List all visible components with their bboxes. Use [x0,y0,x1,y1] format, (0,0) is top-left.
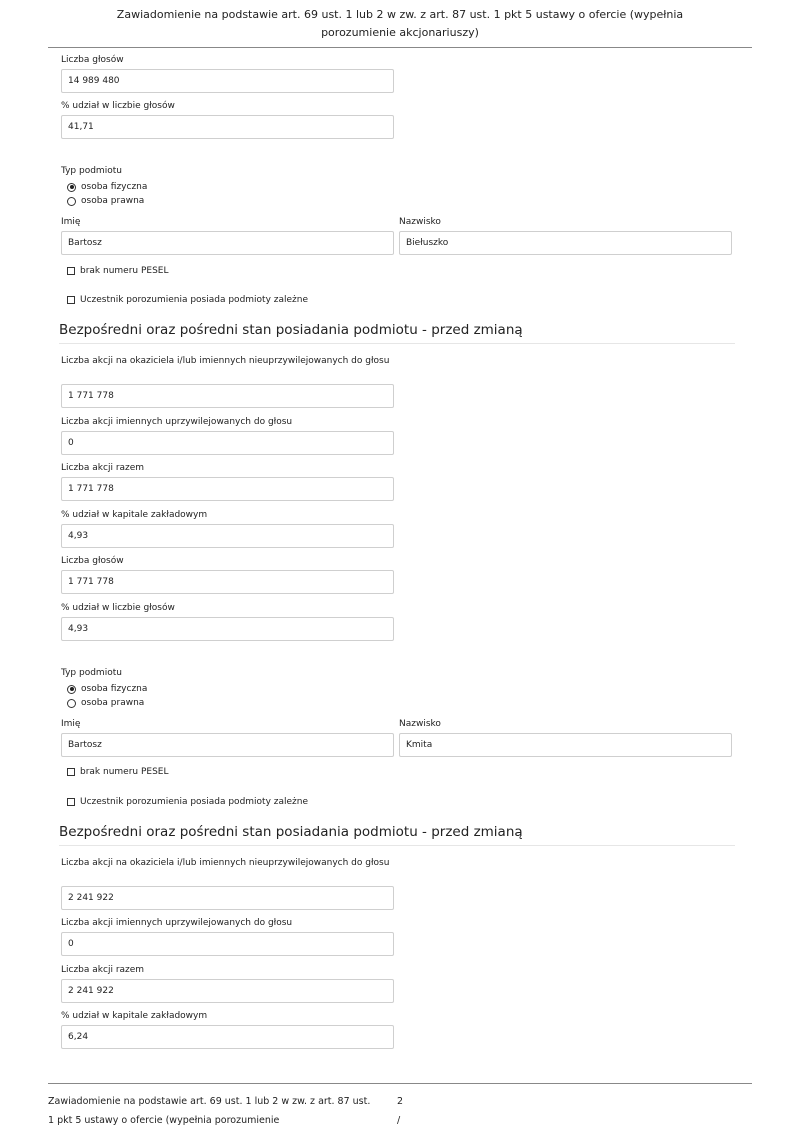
total-shares-field[interactable]: 2 241 922 [61,979,394,1003]
radio-legal-person[interactable] [67,697,144,709]
page-separator: / [397,1115,401,1126]
capital-pct-field[interactable]: 6,24 [61,1025,394,1049]
radio-legal-person[interactable] [67,195,144,207]
first-name-field[interactable]: Bartosz [61,231,394,255]
first-name-label: Imię [61,719,81,729]
checkbox-icon[interactable] [67,296,75,304]
holdings-heading: Bezpośredni oraz pośredni stan posiadania podmiotu - przed zmianą [59,321,735,344]
bearer-shares-label: Liczba akcji na okaziciela i/lub imiennych nieuprzywilejowanych do głosu [61,858,390,868]
footer-divider [48,1083,752,1084]
radio-unchecked-icon[interactable] [67,197,76,206]
no-pesel-label: brak numeru PESEL [80,767,169,777]
bearer-shares-field[interactable]: 1 771 778 [61,384,394,408]
last-name-label: Nazwisko [399,217,441,227]
votes-label: Liczba głosów [61,556,124,566]
entity-type-label: Typ podmiotu [61,166,122,176]
no-pesel-checkbox[interactable] [67,265,169,277]
total-shares-label: Liczba akcji razem [61,463,145,473]
radio-checked-icon[interactable] [67,685,76,694]
votes-pct-field[interactable]: 41,71 [61,115,394,139]
votes-pct-label: % udział w liczbie głosów [61,603,175,613]
last-name-field[interactable]: Biełuszko [399,231,732,255]
radio-legal-person-label: osoba prawna [81,196,145,206]
votes-pct-field[interactable]: 4,93 [61,617,394,641]
checkbox-icon[interactable] [67,267,75,275]
checkbox-icon[interactable] [67,798,75,806]
radio-natural-person-label: osoba fizyczna [81,182,148,192]
bearer-shares-field[interactable]: 2 241 922 [61,886,394,910]
first-name-field[interactable]: Bartosz [61,733,394,757]
entity-type-label: Typ podmiotu [61,668,122,678]
votes-label: Liczba głosów [61,55,124,65]
votes-field[interactable]: 1 771 778 [61,570,394,594]
radio-legal-person-label: osoba prawna [81,698,145,708]
holdings-heading: Bezpośredni oraz pośredni stan posiadania podmiotu - przed zmianą [59,823,735,846]
page-number: 2 [397,1096,404,1107]
document-title: Zawiadomienie na podstawie art. 69 ust. 1 lub 2 w zw. z art. 87 ust. 1 pkt 5 ustawy o ofercie (wypełnia porozumienie akcjonariuszy) [116,8,684,39]
no-pesel-label: brak numeru PESEL [80,266,169,276]
radio-natural-person[interactable] [67,683,147,695]
capital-pct-label: % udział w kapitale zakładowym [61,510,208,520]
page-indicator [397,1092,403,1130]
first-name-label: Imię [61,217,81,227]
bearer-shares-label: Liczba akcji na okaziciela i/lub imiennych nieuprzywilejowanych do głosu [61,356,390,366]
preferred-shares-label: Liczba akcji imiennych uprzywilejowanych do głosu [61,417,293,427]
last-name-label: Nazwisko [399,719,441,729]
radio-unchecked-icon[interactable] [67,699,76,708]
votes-field[interactable]: 14 989 480 [61,69,394,93]
no-pesel-checkbox[interactable] [67,766,169,778]
footer-text: Zawiadomienie na podstawie art. 69 ust. 1 lub 2 w zw. z art. 87 ust. 1 pkt 5 ustawy o ofercie (wypełnia porozumienie [48,1096,371,1126]
votes-pct-label: % udział w liczbie głosów [61,101,175,111]
subsidiaries-checkbox[interactable] [67,294,308,306]
radio-natural-person[interactable] [67,181,147,193]
total-shares-field[interactable]: 1 771 778 [61,477,394,501]
checkbox-icon[interactable] [67,768,75,776]
preferred-shares-field[interactable]: 0 [61,932,394,956]
subsidiaries-checkbox[interactable] [67,796,308,808]
total-shares-label: Liczba akcji razem [61,965,145,975]
last-name-field[interactable]: Kmita [399,733,732,757]
header-divider [48,47,752,48]
capital-pct-label: % udział w kapitale zakładowym [61,1011,208,1021]
preferred-shares-field[interactable]: 0 [61,431,394,455]
subsidiaries-label: Uczestnik porozumienia posiada podmioty zależne [80,797,309,807]
radio-natural-person-label: osoba fizyczna [81,684,148,694]
preferred-shares-label: Liczba akcji imiennych uprzywilejowanych do głosu [61,918,293,928]
radio-checked-icon[interactable] [67,183,76,192]
capital-pct-field[interactable]: 4,93 [61,524,394,548]
subsidiaries-label: Uczestnik porozumienia posiada podmioty zależne [80,295,309,305]
